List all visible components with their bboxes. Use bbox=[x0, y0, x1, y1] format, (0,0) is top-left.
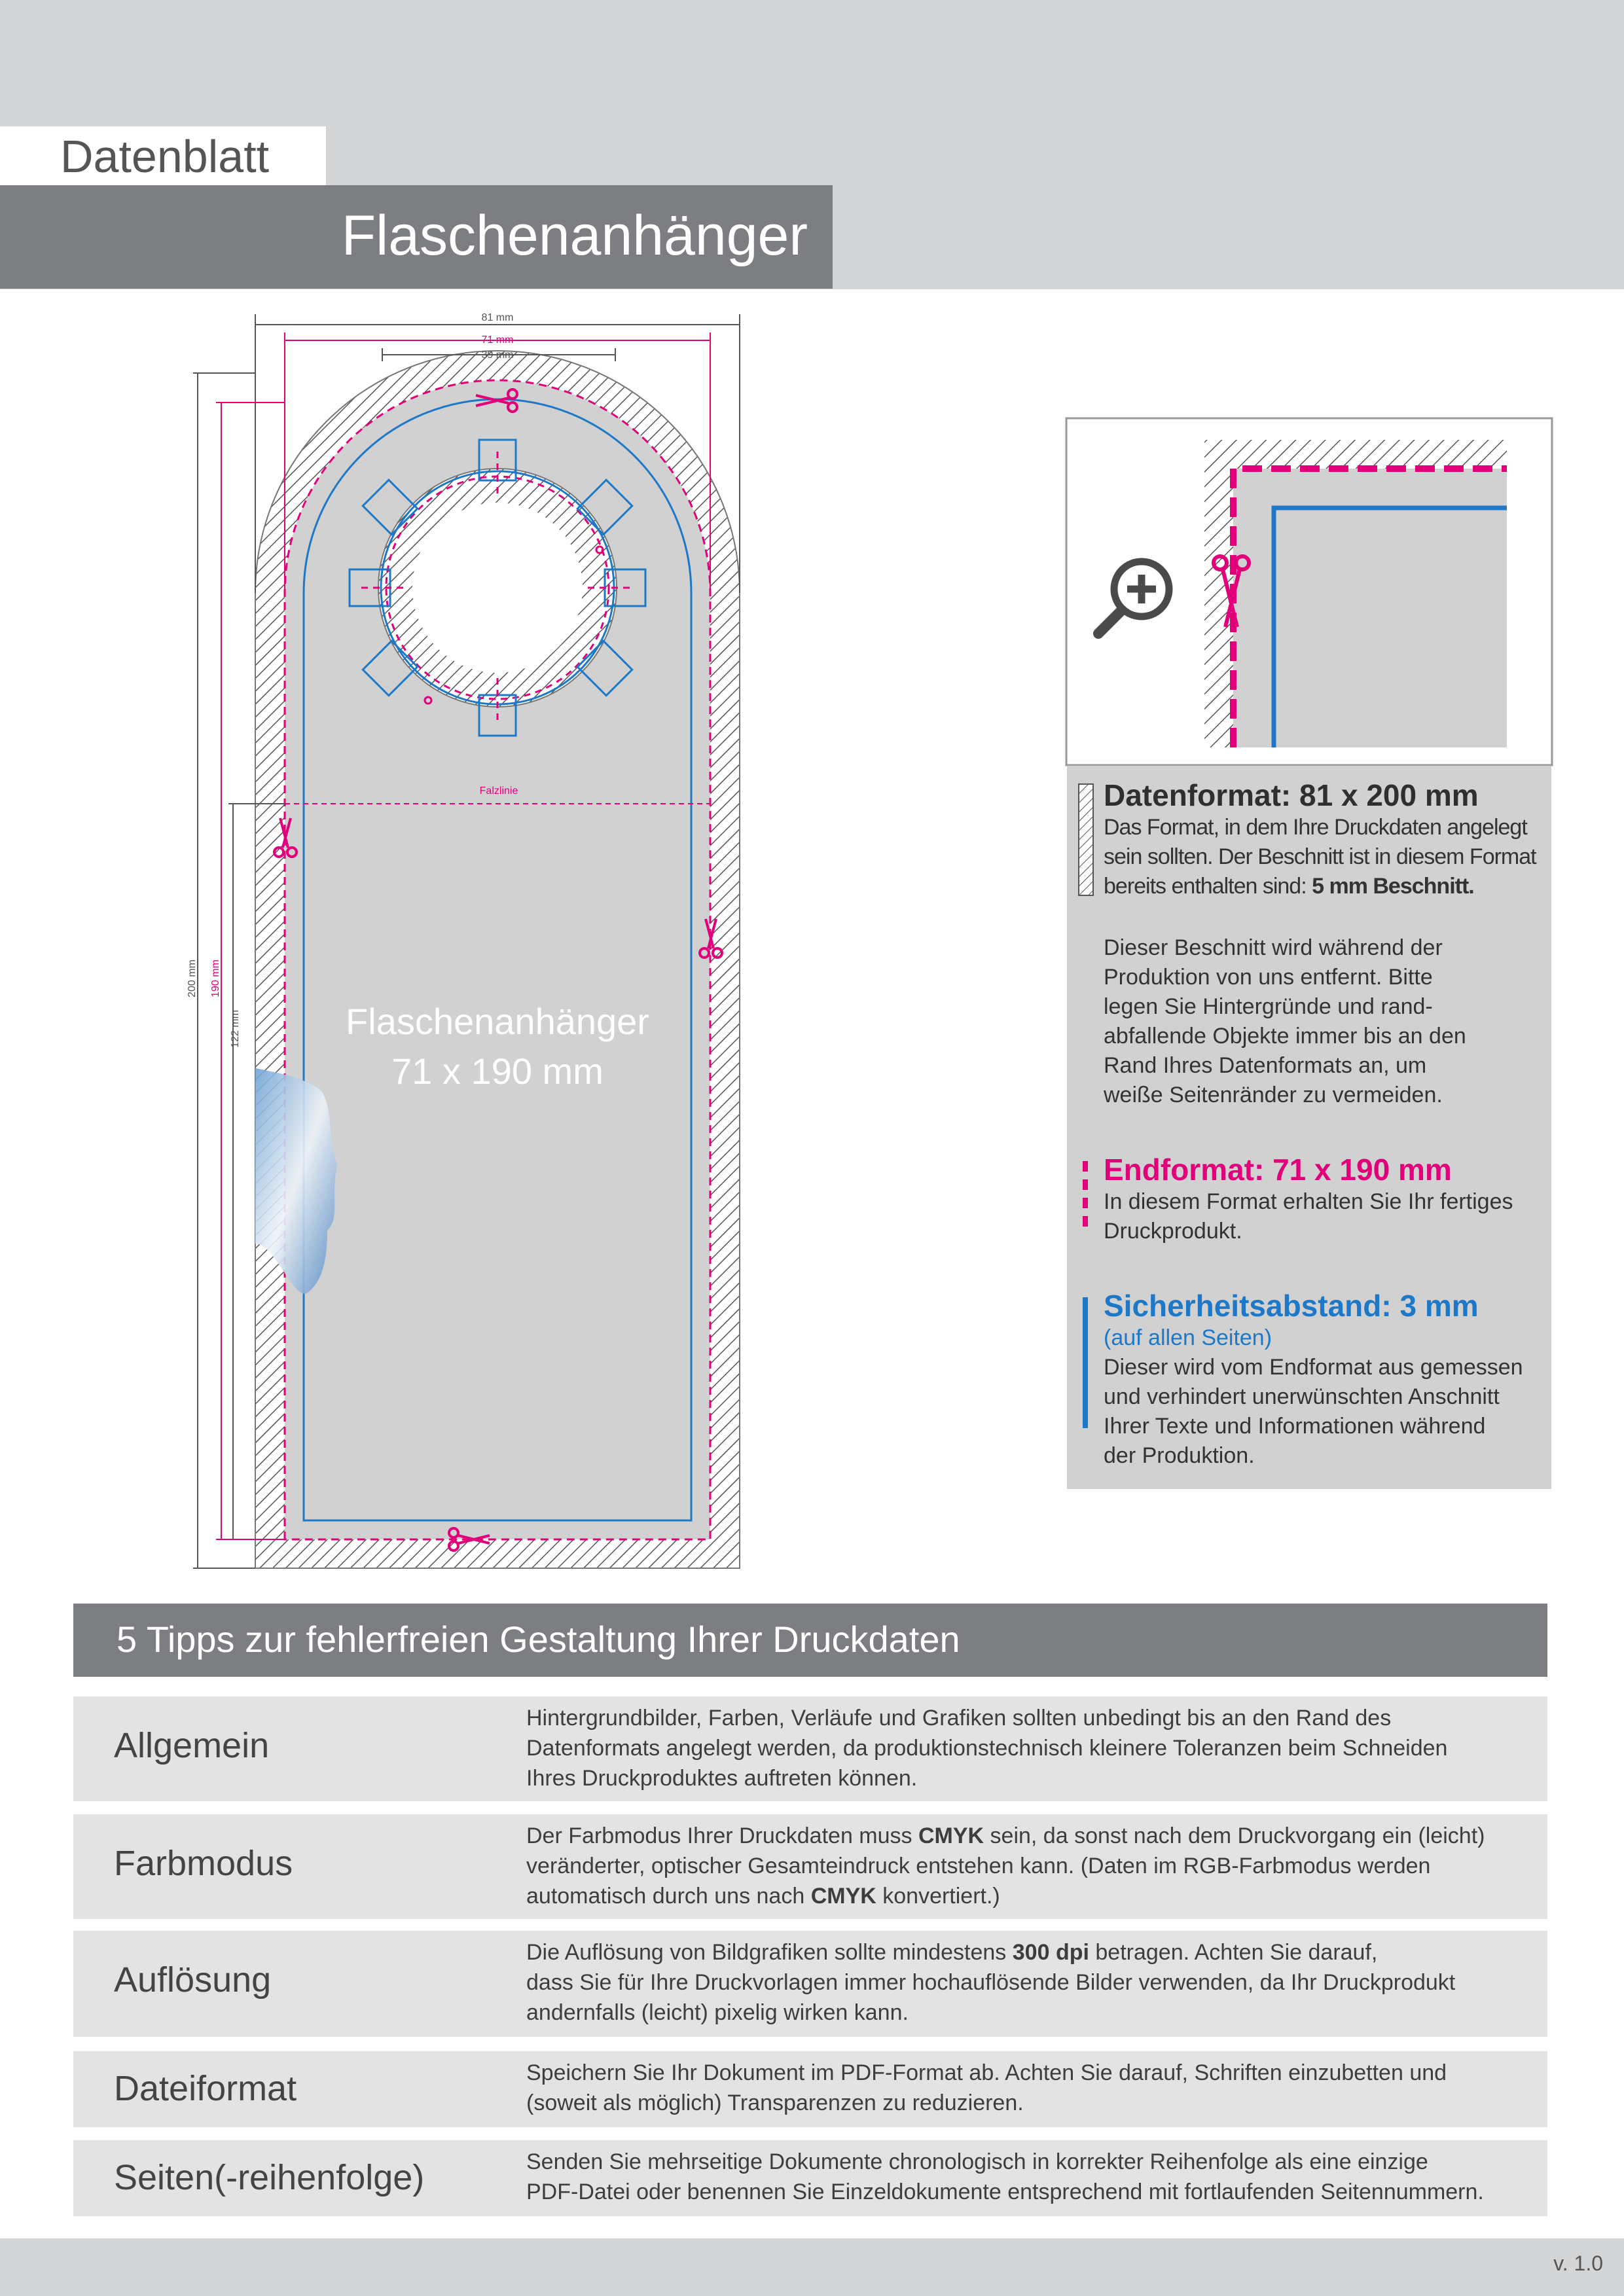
tip-line-part: Der Farbmodus Ihrer Druckdaten muss bbox=[526, 1823, 918, 1848]
bleed-note-line: Dieser Beschnitt wird während der bbox=[1104, 935, 1443, 960]
tip-text bbox=[526, 2147, 1534, 2207]
dim-122-label: 122 mm bbox=[230, 1010, 241, 1048]
dim-39-label: 39 mm bbox=[481, 350, 514, 361]
bleed-note-line: Produktion von uns entfernt. Bitte bbox=[1104, 965, 1433, 990]
safety-title: Sicherheitsabstand: 3 mm bbox=[1104, 1289, 1479, 1323]
data-format-line bbox=[1104, 872, 1536, 901]
bleed-note-line: Rand Ihres Datenformats an, um bbox=[1104, 1053, 1427, 1078]
safety-line-text: Ihrer Texte und Informationen während bbox=[1104, 1414, 1486, 1439]
fold-label: Falzlinie bbox=[479, 785, 518, 797]
tip-line-bold: 300 dpi bbox=[1012, 1940, 1089, 1965]
end-format-legend-bar bbox=[1083, 1161, 1088, 1232]
doc-label: Datenblatt bbox=[60, 131, 270, 182]
bleed-amount: 5 mm Beschnitt. bbox=[1312, 874, 1474, 899]
data-format-line-text: bereits enthalten sind: bbox=[1104, 874, 1312, 899]
tip-line: veränderter, optischer Gesamteindruck entstehen kann. (Daten im RGB-Farbmodus werden bbox=[526, 1854, 1431, 1878]
footer-band bbox=[0, 2238, 1624, 2296]
product-title: Flaschenanhänger bbox=[341, 204, 808, 267]
tip-row-aufloesung bbox=[73, 1931, 1547, 2037]
end-format-title: Endformat: 71 x 190 mm bbox=[1104, 1153, 1452, 1187]
tip-line bbox=[526, 1937, 1534, 1967]
end-format-text bbox=[1104, 1187, 1513, 1246]
tip-line-part: Die Auflösung von Bildgrafiken sollte mindestens bbox=[526, 1940, 1013, 1965]
info-panel bbox=[1067, 766, 1551, 1489]
tip-line-part: sein, da sonst nach dem Druckvorgang ein (leicht) bbox=[984, 1823, 1485, 1848]
tip-title: Auflösung bbox=[114, 1960, 272, 2000]
data-format-title: Datenformat: 81 x 200 mm bbox=[1104, 778, 1479, 812]
tip-line-part: konvertiert.) bbox=[876, 1884, 1000, 1909]
bleed-note-line: legen Sie Hintergründe und rand- bbox=[1104, 994, 1433, 1019]
tips-title: 5 Tipps zur fehlerfreien Gestaltung Ihrer Druckdaten bbox=[117, 1619, 960, 1660]
tip-title: Seiten(-reihenfolge) bbox=[114, 2158, 425, 2197]
product-size-label: 71 x 190 mm bbox=[391, 1050, 604, 1092]
tip-text bbox=[526, 2058, 1534, 2118]
tip-line: Senden Sie mehrseitige Dokumente chronologisch in korrekter Reihenfolge als eine einzige bbox=[526, 2149, 1428, 2174]
safety-line-text: und verhindert unerwünschten Anschnitt bbox=[1104, 1384, 1500, 1409]
safety-text bbox=[1104, 1353, 1523, 1471]
dim-71-label: 71 mm bbox=[481, 334, 514, 346]
tip-text bbox=[526, 1703, 1534, 1793]
tip-line bbox=[526, 1881, 1534, 1911]
safety-legend-bar bbox=[1083, 1297, 1088, 1428]
bleed-note-line: weiße Seitenränder zu vermeiden. bbox=[1104, 1083, 1443, 1107]
tip-line-part: betragen. Achten Sie darauf, bbox=[1089, 1940, 1378, 1965]
tip-line: dass Sie für Ihre Druckvorlagen immer hochauflösende Bilder verwenden, da Ihr Druckprodukt bbox=[526, 1970, 1456, 1995]
tip-title: Allgemein bbox=[114, 1726, 270, 1765]
data-format-line: Das Format, in dem Ihre Druckdaten angelegt bbox=[1104, 815, 1527, 840]
end-format-line: Druckprodukt. bbox=[1104, 1219, 1242, 1244]
version-label: v. 1.0 bbox=[1553, 2251, 1603, 2275]
tip-line: Ihres Druckproduktes auftreten können. bbox=[526, 1766, 918, 1791]
tip-row-dateiformat bbox=[73, 2051, 1547, 2127]
tip-title: Farbmodus bbox=[114, 1844, 293, 1883]
tip-line: (soweit als möglich) Transparenzen zu reduzieren. bbox=[526, 2090, 1024, 2115]
tip-line-bold: CMYK bbox=[810, 1884, 876, 1909]
data-format-text bbox=[1104, 813, 1536, 901]
safety-line-text: der Produktion. bbox=[1104, 1443, 1255, 1468]
dim-200-label: 200 mm bbox=[187, 960, 198, 997]
tip-row-seiten bbox=[73, 2140, 1547, 2216]
data-format-line: sein sollten. Der Beschnitt ist in diesem Format bbox=[1104, 844, 1536, 869]
tip-line: Hintergrundbilder, Farben, Verläufe und Grafiken sollten unbedingt bis an den Rand des bbox=[526, 1706, 1392, 1731]
bleed-note-line: abfallende Objekte immer bis an den bbox=[1104, 1024, 1466, 1049]
safety-line-text: Dieser wird vom Endformat aus gemessen bbox=[1104, 1355, 1523, 1380]
bleed-legend-bar bbox=[1079, 784, 1093, 895]
tip-row-farbmodus bbox=[73, 1814, 1547, 1919]
tip-line: andernfalls (leicht) pixelig wirken kann. bbox=[526, 2000, 909, 2025]
tip-line-part: automatisch durch uns nach bbox=[526, 1884, 811, 1909]
tip-row-allgemein bbox=[73, 1696, 1547, 1801]
tip-title: Dateiformat bbox=[114, 2069, 297, 2108]
tip-line: Datenformats angelegt werden, da produktionstechnisch kleinere Toleranzen beim Schneiden bbox=[526, 1736, 1448, 1761]
tip-line-bold: CMYK bbox=[918, 1823, 984, 1848]
tip-text bbox=[526, 1937, 1534, 2028]
safety-subtitle: (auf allen Seiten) bbox=[1104, 1325, 1272, 1350]
end-format-line: In diesem Format erhalten Sie Ihr fertiges bbox=[1104, 1189, 1513, 1214]
tips-header bbox=[73, 1604, 1547, 1677]
tip-line: Speichern Sie Ihr Dokument im PDF-Format ab. Achten Sie darauf, Schriften einzubetten und bbox=[526, 2060, 1447, 2085]
product-name-label: Flaschenanhänger bbox=[346, 1001, 649, 1042]
hole bbox=[412, 503, 583, 673]
dim-81-label: 81 mm bbox=[481, 312, 514, 323]
tip-line: PDF-Datei oder benennen Sie Einzeldokumente entsprechend mit fortlaufenden Seitennummern. bbox=[526, 2179, 1484, 2204]
zoom-detail-box bbox=[1066, 418, 1553, 766]
tip-text bbox=[526, 1821, 1534, 1911]
tip-line bbox=[526, 1821, 1534, 1851]
dim-190-label: 190 mm bbox=[210, 960, 221, 997]
bleed-note bbox=[1104, 933, 1466, 1110]
